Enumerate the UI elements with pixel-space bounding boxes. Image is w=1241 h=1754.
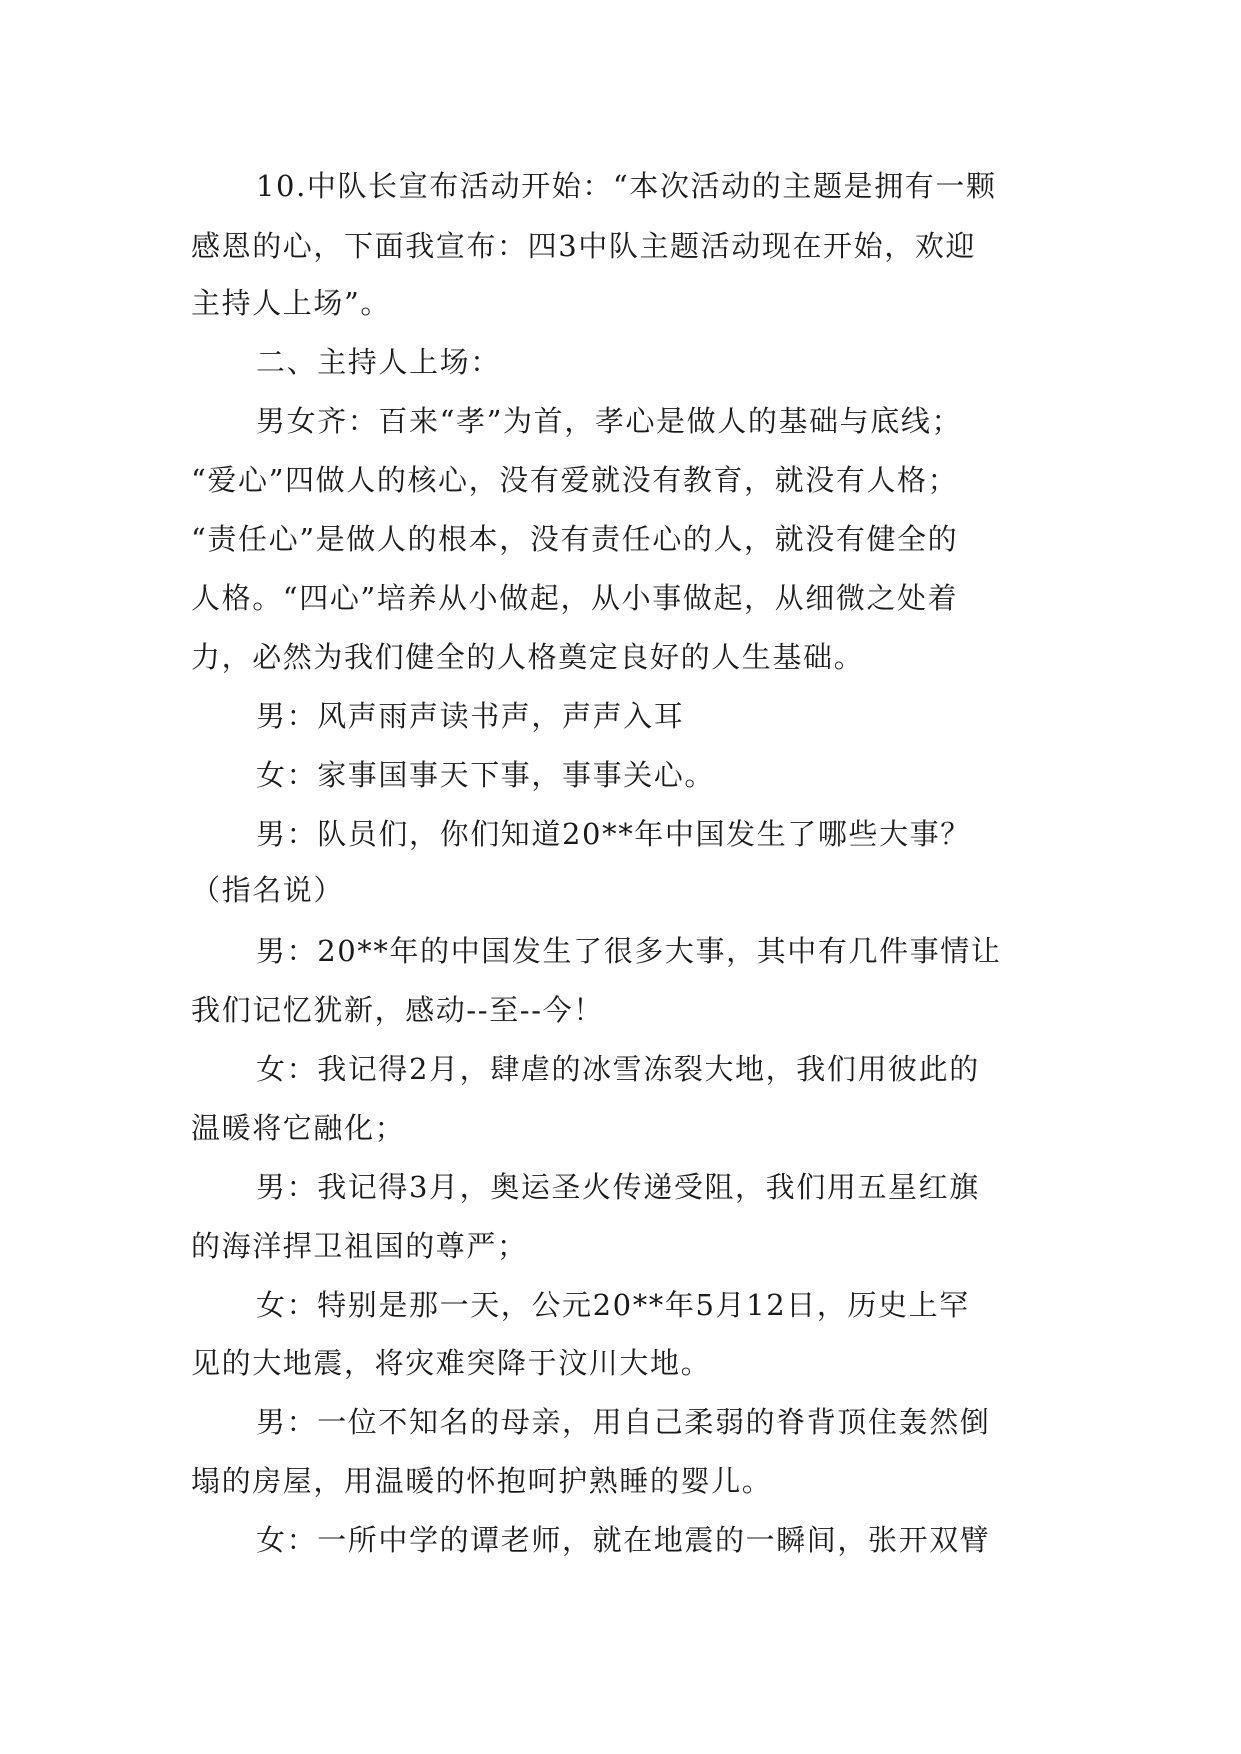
text-line: 主持人上场”。 — [191, 286, 392, 320]
text-line: 温暖将它融化； — [191, 1111, 406, 1145]
text-line: “责任心”是做人的根本，没有责任心的人，就没有健全的 — [191, 522, 959, 556]
text-line: 女：一所中学的谭老师，就在地震的一瞬间，张开双臂 — [256, 1523, 991, 1557]
text-line: （指名说） — [191, 873, 345, 907]
text-line: 男：我记得3月，奥运圣火传递受阻，我们用五星红旗 — [256, 1170, 980, 1204]
text-line: 见的大地震，将灾难突降于汶川大地。 — [191, 1346, 712, 1380]
text-line: 感恩的心，下面我宣布：四3中队主题活动现在开始，欢迎 — [191, 229, 977, 263]
text-line: 男：一位不知名的母亲，用自己柔弱的脊背顶住轰然倒 — [256, 1405, 991, 1439]
text-line: 人格。“四心”培养从小做起，从小事做起，从细微之处着 — [191, 581, 959, 615]
text-line: 女：我记得2月，肆虐的冰雪冻裂大地，我们用彼此的 — [256, 1052, 980, 1086]
text-line: 男女齐：百来“孝”为首，孝心是做人的基础与底线； — [256, 404, 963, 438]
text-line: 女：家事国事天下事，事事关心。 — [256, 758, 716, 792]
text-line: 10.中队长宣布活动开始：“本次活动的主题是拥有一颗 — [256, 169, 997, 203]
text-line: 男：20**年的中国发生了很多大事，其中有几件事情让 — [256, 934, 1002, 968]
text-line: 的海洋捍卫祖国的尊严； — [191, 1229, 528, 1263]
text-line: 塌的房屋，用温暖的怀抱呵护熟睡的婴儿。 — [191, 1464, 773, 1498]
text-line: 男：风声雨声读书声，声声入耳 — [256, 699, 685, 733]
text-line: 力，必然为我们健全的人格奠定良好的人生基础。 — [191, 640, 865, 674]
text-line: 男：队员们，你们知道20**年中国发生了哪些大事？ — [256, 817, 971, 851]
text-line: 女：特别是那一天，公元20**年5月12日，历史上罕 — [256, 1288, 970, 1322]
text-line: 二、主持人上场： — [256, 345, 501, 379]
text-line: 我们记忆犹新，感动--至--今！ — [191, 993, 604, 1027]
text-line: “爱心”四做人的核心，没有爱就没有教育，就没有人格； — [191, 463, 959, 497]
